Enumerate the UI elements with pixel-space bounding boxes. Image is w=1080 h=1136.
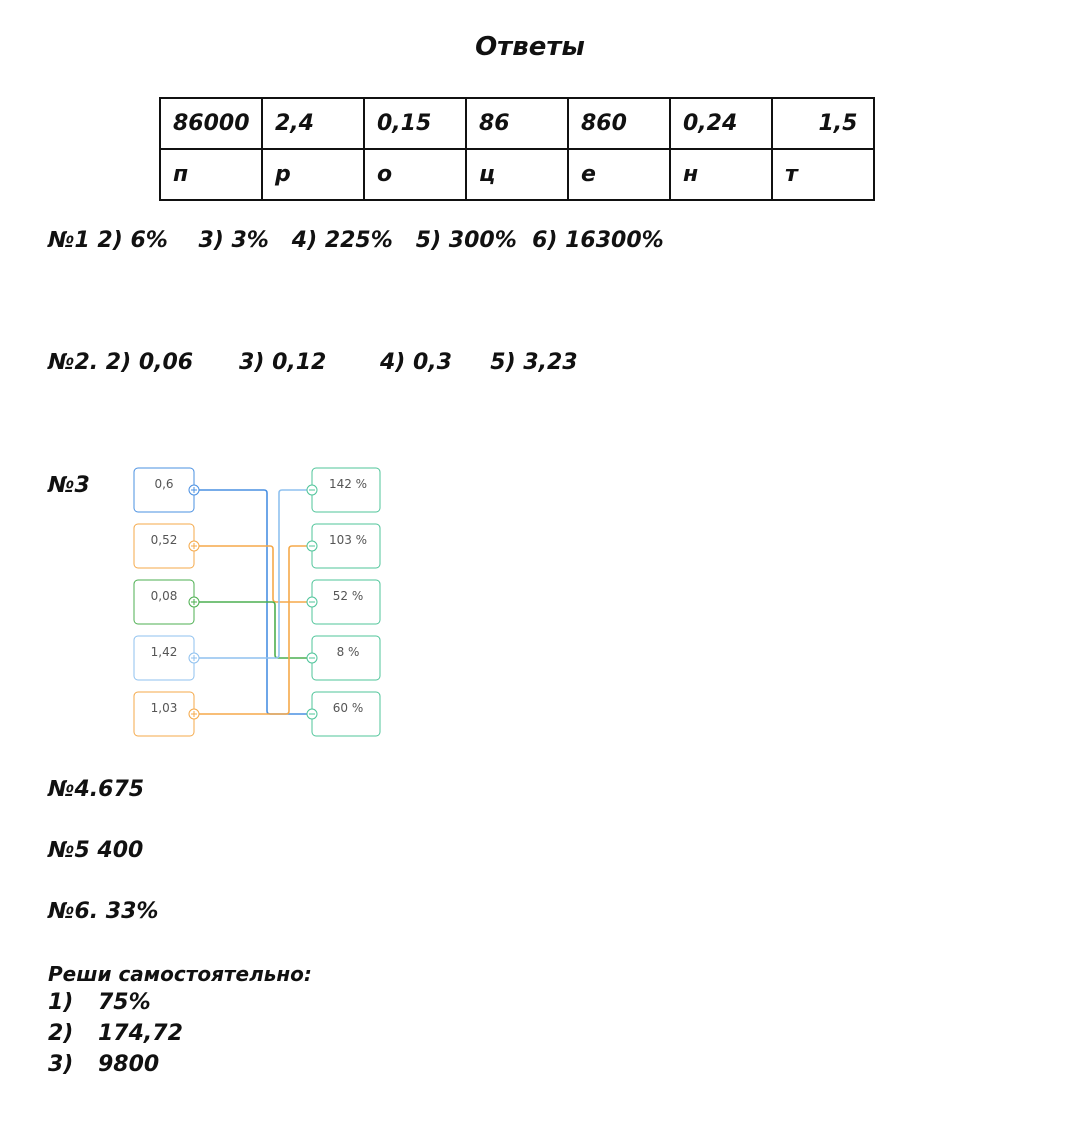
right-values [307, 468, 380, 736]
task6-answer: №6. 33% [48, 899, 159, 924]
table-cell: 860 [568, 98, 670, 149]
item-number: 2) [48, 1021, 74, 1046]
connection-lines [199, 490, 307, 714]
table-row-letters [160, 149, 874, 200]
connection-line [199, 490, 307, 658]
task4-answer: №4.675 [48, 777, 145, 802]
self-check-item [48, 990, 151, 1015]
matching-diagram [130, 450, 390, 745]
left-value-label: 1,42 [150, 645, 178, 659]
table-cell: р [262, 149, 364, 200]
right-value-label: 52 % [332, 589, 364, 603]
table-cell: 0,15 [364, 98, 466, 149]
table-cell: т [772, 149, 874, 200]
task3-label: №3 [48, 473, 90, 498]
task2-answers: №2. 2) 0,06 3) 0,12 4) 0,3 5) 3,23 [48, 350, 578, 375]
self-check-item [48, 1052, 159, 1077]
table-cell: н [670, 149, 772, 200]
self-check-item [48, 1021, 183, 1046]
right-value-label: 142 % [328, 477, 368, 491]
item-number: 3) [48, 1052, 74, 1077]
left-value-label: 1,03 [150, 701, 178, 715]
table-cell: 0,24 [670, 98, 772, 149]
table-cell: 86 [466, 98, 568, 149]
self-check-title: Реши самостоятельно: [48, 962, 312, 986]
table-row-numbers [160, 98, 874, 149]
page-title: Ответы [475, 32, 585, 62]
left-value-label: 0,52 [150, 533, 178, 547]
right-value-label: 8 % [336, 645, 360, 659]
answer-table [159, 97, 875, 201]
left-values [134, 468, 199, 736]
right-value-label: 60 % [332, 701, 364, 715]
left-value-label: 0,6 [154, 477, 174, 491]
item-value: 174,72 [98, 1021, 183, 1046]
left-value-label: 0,08 [150, 589, 178, 603]
table-cell: о [364, 149, 466, 200]
item-value: 75% [98, 990, 151, 1015]
connection-line [199, 546, 307, 714]
connection-line [199, 546, 307, 602]
item-number: 1) [48, 990, 74, 1015]
task1-answers: №1 2) 6% 3) 3% 4) 225% 5) 300% 6) 16300% [48, 228, 664, 253]
item-value: 9800 [98, 1052, 160, 1077]
connection-line [199, 602, 307, 658]
right-value-label: 103 % [328, 533, 368, 547]
table-cell: ц [466, 149, 568, 200]
table-cell: 2,4 [262, 98, 364, 149]
table-cell: п [160, 149, 262, 200]
table-cell: 1,5 [772, 98, 874, 149]
task5-answer: №5 400 [48, 838, 144, 863]
table-cell: 86000 [160, 98, 262, 149]
table-cell: е [568, 149, 670, 200]
